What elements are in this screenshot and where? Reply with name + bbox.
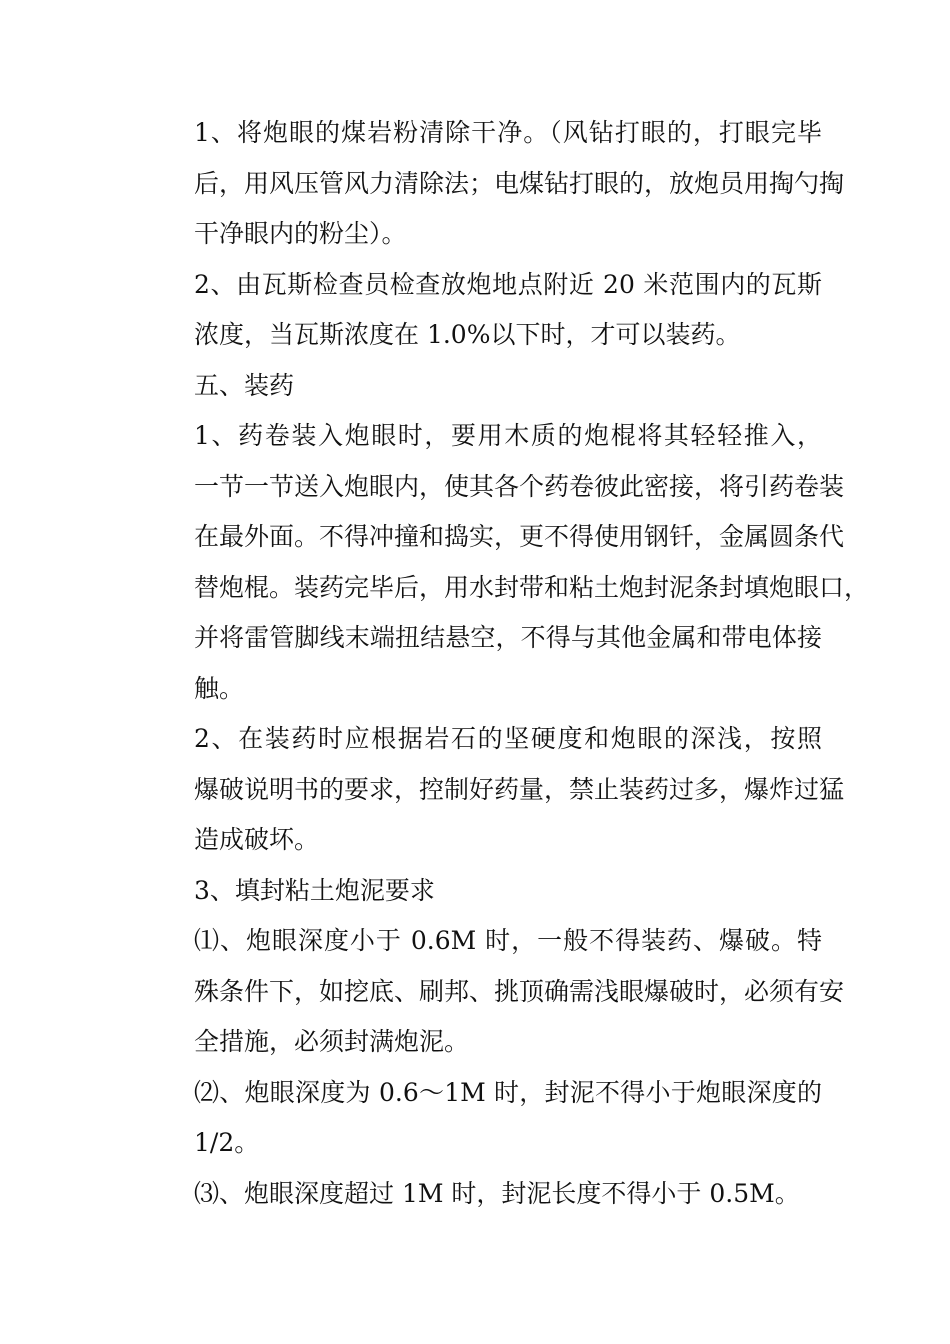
section-heading: 五、装药 xyxy=(194,370,295,400)
text-line: 浓度，当瓦斯浓度在 1.0%以下时，才可以装药。 xyxy=(194,320,741,349)
text-line: 并将雷管脚线末端扭结悬空，不得与其他金属和带电体接 xyxy=(194,623,822,652)
text-line: 2、由瓦斯检查员检查放炮地点附近 20 米范围内的瓦斯 xyxy=(194,269,822,299)
text-line: 爆破说明书的要求，控制好药量，禁止装药过多，爆炸过猛 xyxy=(194,774,845,804)
paragraph-gas-check xyxy=(144,260,822,361)
text-line: 造成破坏。 xyxy=(194,825,320,854)
paragraph-clean-holes xyxy=(144,108,845,260)
paragraph-charging-procedure xyxy=(144,411,870,714)
text-line: 触。 xyxy=(194,673,245,703)
paragraph-rule-3 xyxy=(144,1169,822,1220)
paragraph-rule-2 xyxy=(144,1068,822,1169)
text-line: 一节一节送入炮眼内，使其各个药卷彼此密接，将引药卷装 xyxy=(194,471,845,501)
text-line: 后，用风压管风力清除法；电煤钻打眼的，放炮员用掏勺掏 xyxy=(194,168,845,198)
text-line: ⑴、炮眼深度小于 0.6M 时，一般不得装药、爆破。特 xyxy=(194,926,822,955)
subheading: 3、填封粘土炮泥要求 xyxy=(194,875,435,905)
text-line: 殊条件下，如挖底、刷邦、挑顶确需浅眼爆破时，必须有安 xyxy=(194,976,845,1006)
text-line: 1/2。 xyxy=(194,1128,260,1157)
document-body xyxy=(144,108,870,1219)
text-line: 全措施，必须封满炮泥。 xyxy=(194,1027,470,1056)
text-line: 在最外面。不得冲撞和捣实，更不得使用钢钎，金属圆条代 xyxy=(194,522,845,551)
text-line: 干净眼内的粉尘）。 xyxy=(194,219,407,248)
paragraph-rule-1 xyxy=(144,916,845,1068)
text-line: 替炮棍。装药完毕后，用水封带和粘土炮封泥条封填炮眼口， xyxy=(194,572,870,602)
text-line: 1、将炮眼的煤岩粉清除干净。（风钻打眼的，打眼完毕 xyxy=(194,118,822,147)
subheading-stemming xyxy=(144,866,822,917)
paragraph-charge-amount xyxy=(144,714,845,866)
section-heading-charging xyxy=(144,361,822,412)
text-line: ⑵、炮眼深度为 0.6～1M 时，封泥不得小于炮眼深度的 xyxy=(194,1077,822,1107)
text-line: ⑶、炮眼深度超过 1M 时，封泥长度不得小于 0.5M。 xyxy=(194,1178,800,1208)
text-line: 1、药卷装入炮眼时，要用木质的炮棍将其轻轻推入， xyxy=(194,421,822,450)
text-line: 2、在装药时应根据岩石的坚硬度和炮眼的深浅，按照 xyxy=(194,724,822,753)
